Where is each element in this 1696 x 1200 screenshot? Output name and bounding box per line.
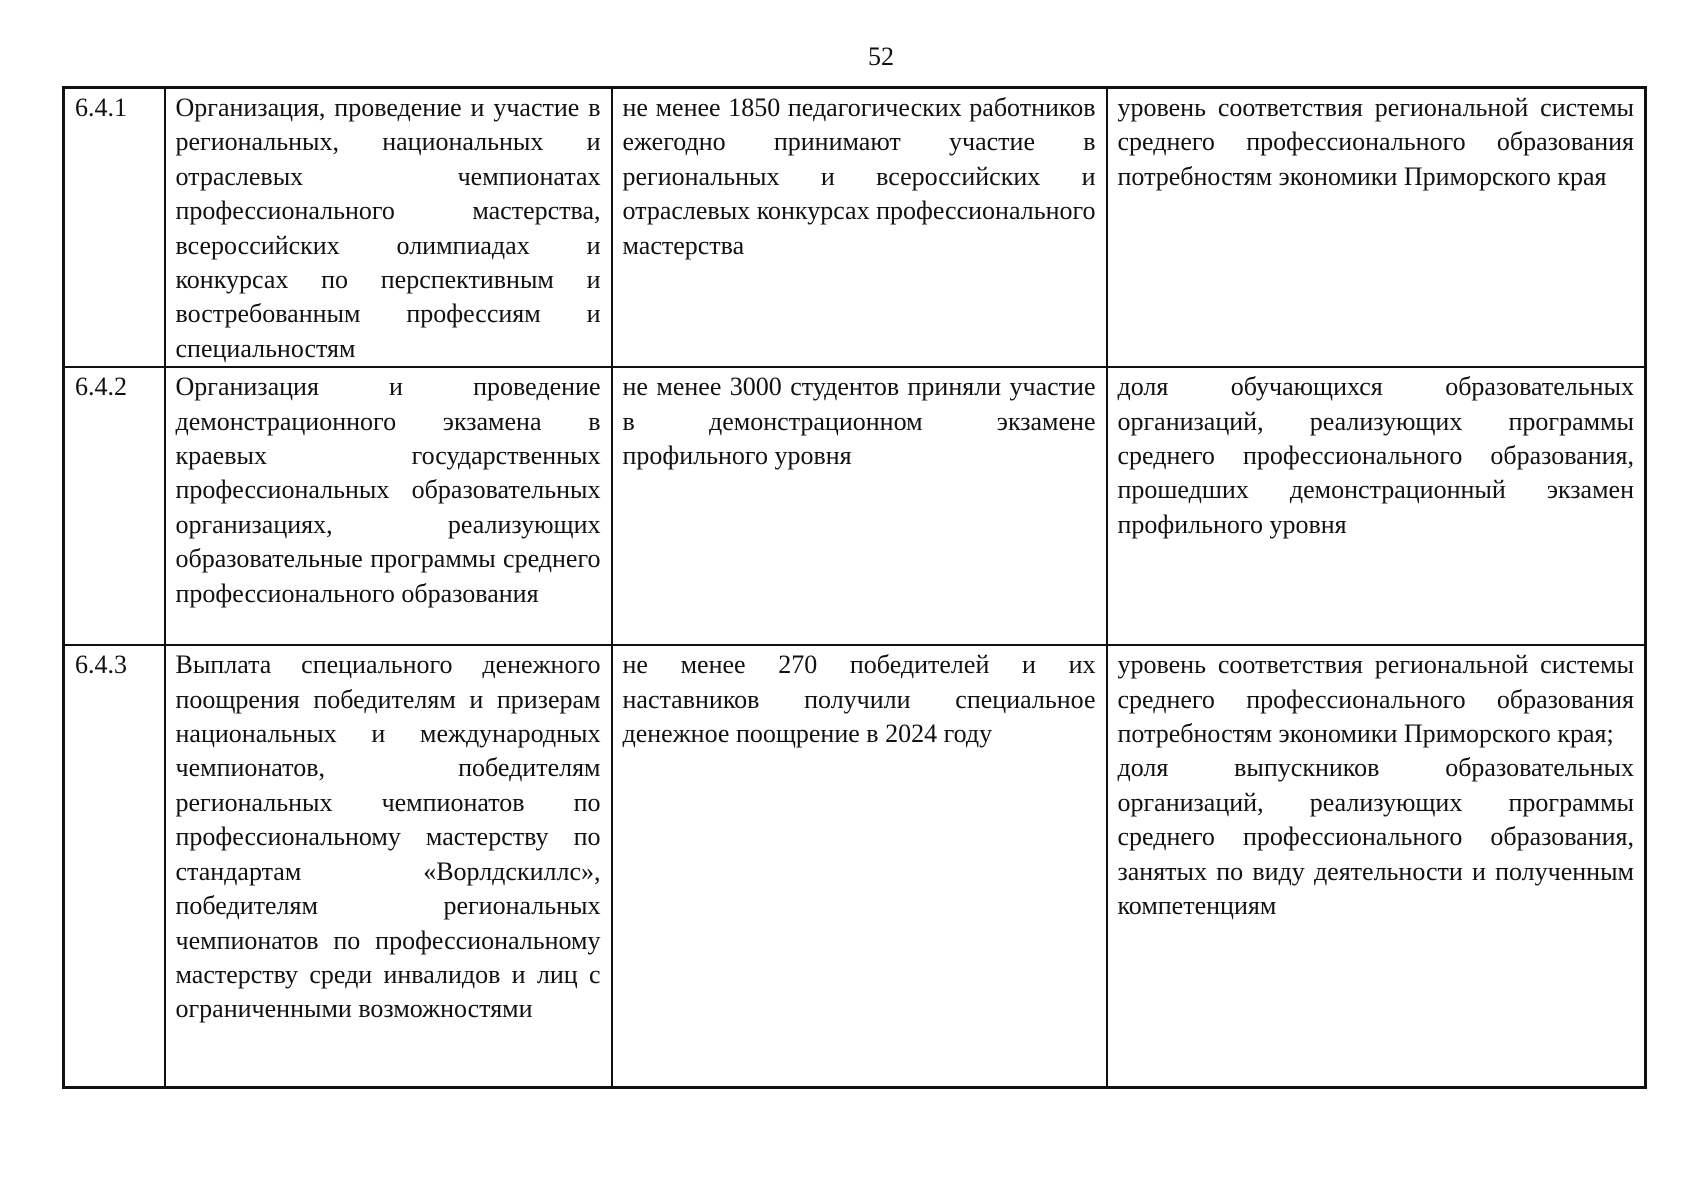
result-cell bbox=[612, 88, 1107, 368]
result-cell bbox=[612, 645, 1107, 1087]
event-text: Организация и проведение демонстрационного экзамена в краевых государственных профессиональных образовательных организациях, реализующих образовательные программы среднего профессионального образования bbox=[175, 372, 601, 608]
event-cell bbox=[165, 88, 612, 368]
result-text: не менее 270 победителей и их наставников получили специальное денежное поощрение в 2024 году bbox=[622, 650, 1096, 749]
indicator-cell bbox=[1107, 367, 1646, 645]
table-row bbox=[64, 645, 1646, 1087]
indicator-cell bbox=[1107, 645, 1646, 1087]
indicator-text: доля обучающихся образовательных организаций, реализующих программы среднего профессионального образования, прошедших демонстрационный экзамен профильного уровня bbox=[1117, 372, 1634, 539]
page-number: 52 bbox=[868, 42, 894, 71]
event-cell bbox=[165, 645, 612, 1087]
event-text: Организация, проведение и участие в региональных, национальных и отраслевых чемпионатах профессионального мастерства, всероссийских олимпиадах и конкурсах по перспективным и востребованным профессиям и специальностям bbox=[175, 93, 601, 363]
row-number-cell: 6.4.2 bbox=[64, 367, 165, 645]
row-number-cell: 6.4.1 bbox=[64, 88, 165, 368]
indicator-text: уровень соответствия региональной системы среднего профессионального образования потребностям экономики Приморского края; доля выпускников образовательных организаций, реализующих программы среднего профессионального образования, занятых по виду деятельности и полученным компетенциям bbox=[1117, 650, 1634, 921]
indicator-text: уровень соответствия региональной системы среднего профессионального образования потребностям экономики Приморского края bbox=[1117, 93, 1634, 191]
result-text: не менее 3000 студентов приняли участие в демонстрационном экзамене профильного уровня bbox=[622, 372, 1096, 471]
event-text: Выплата специального денежного поощрения победителям и призерам национальных и международных чемпионатов, победителям региональных чемпионатов по профессиональному мастерству по стандартам «Ворлдскиллс», победителям региональных чемпионатов по профессиональному мастерству среди инвалидов и лиц с ограниченными возможностями bbox=[175, 650, 601, 1024]
indicator-cell bbox=[1107, 88, 1646, 368]
measures-table bbox=[62, 86, 1647, 1089]
result-cell bbox=[612, 367, 1107, 645]
event-cell bbox=[165, 367, 612, 645]
table-row bbox=[64, 367, 1646, 645]
row-number-cell: 6.4.3 bbox=[64, 645, 165, 1087]
table-row bbox=[64, 88, 1646, 368]
result-text: не менее 1850 педагогических работников ежегодно принимают участие в региональных и всероссийских и отраслевых конкурсах профессионального мастерства bbox=[622, 93, 1096, 260]
